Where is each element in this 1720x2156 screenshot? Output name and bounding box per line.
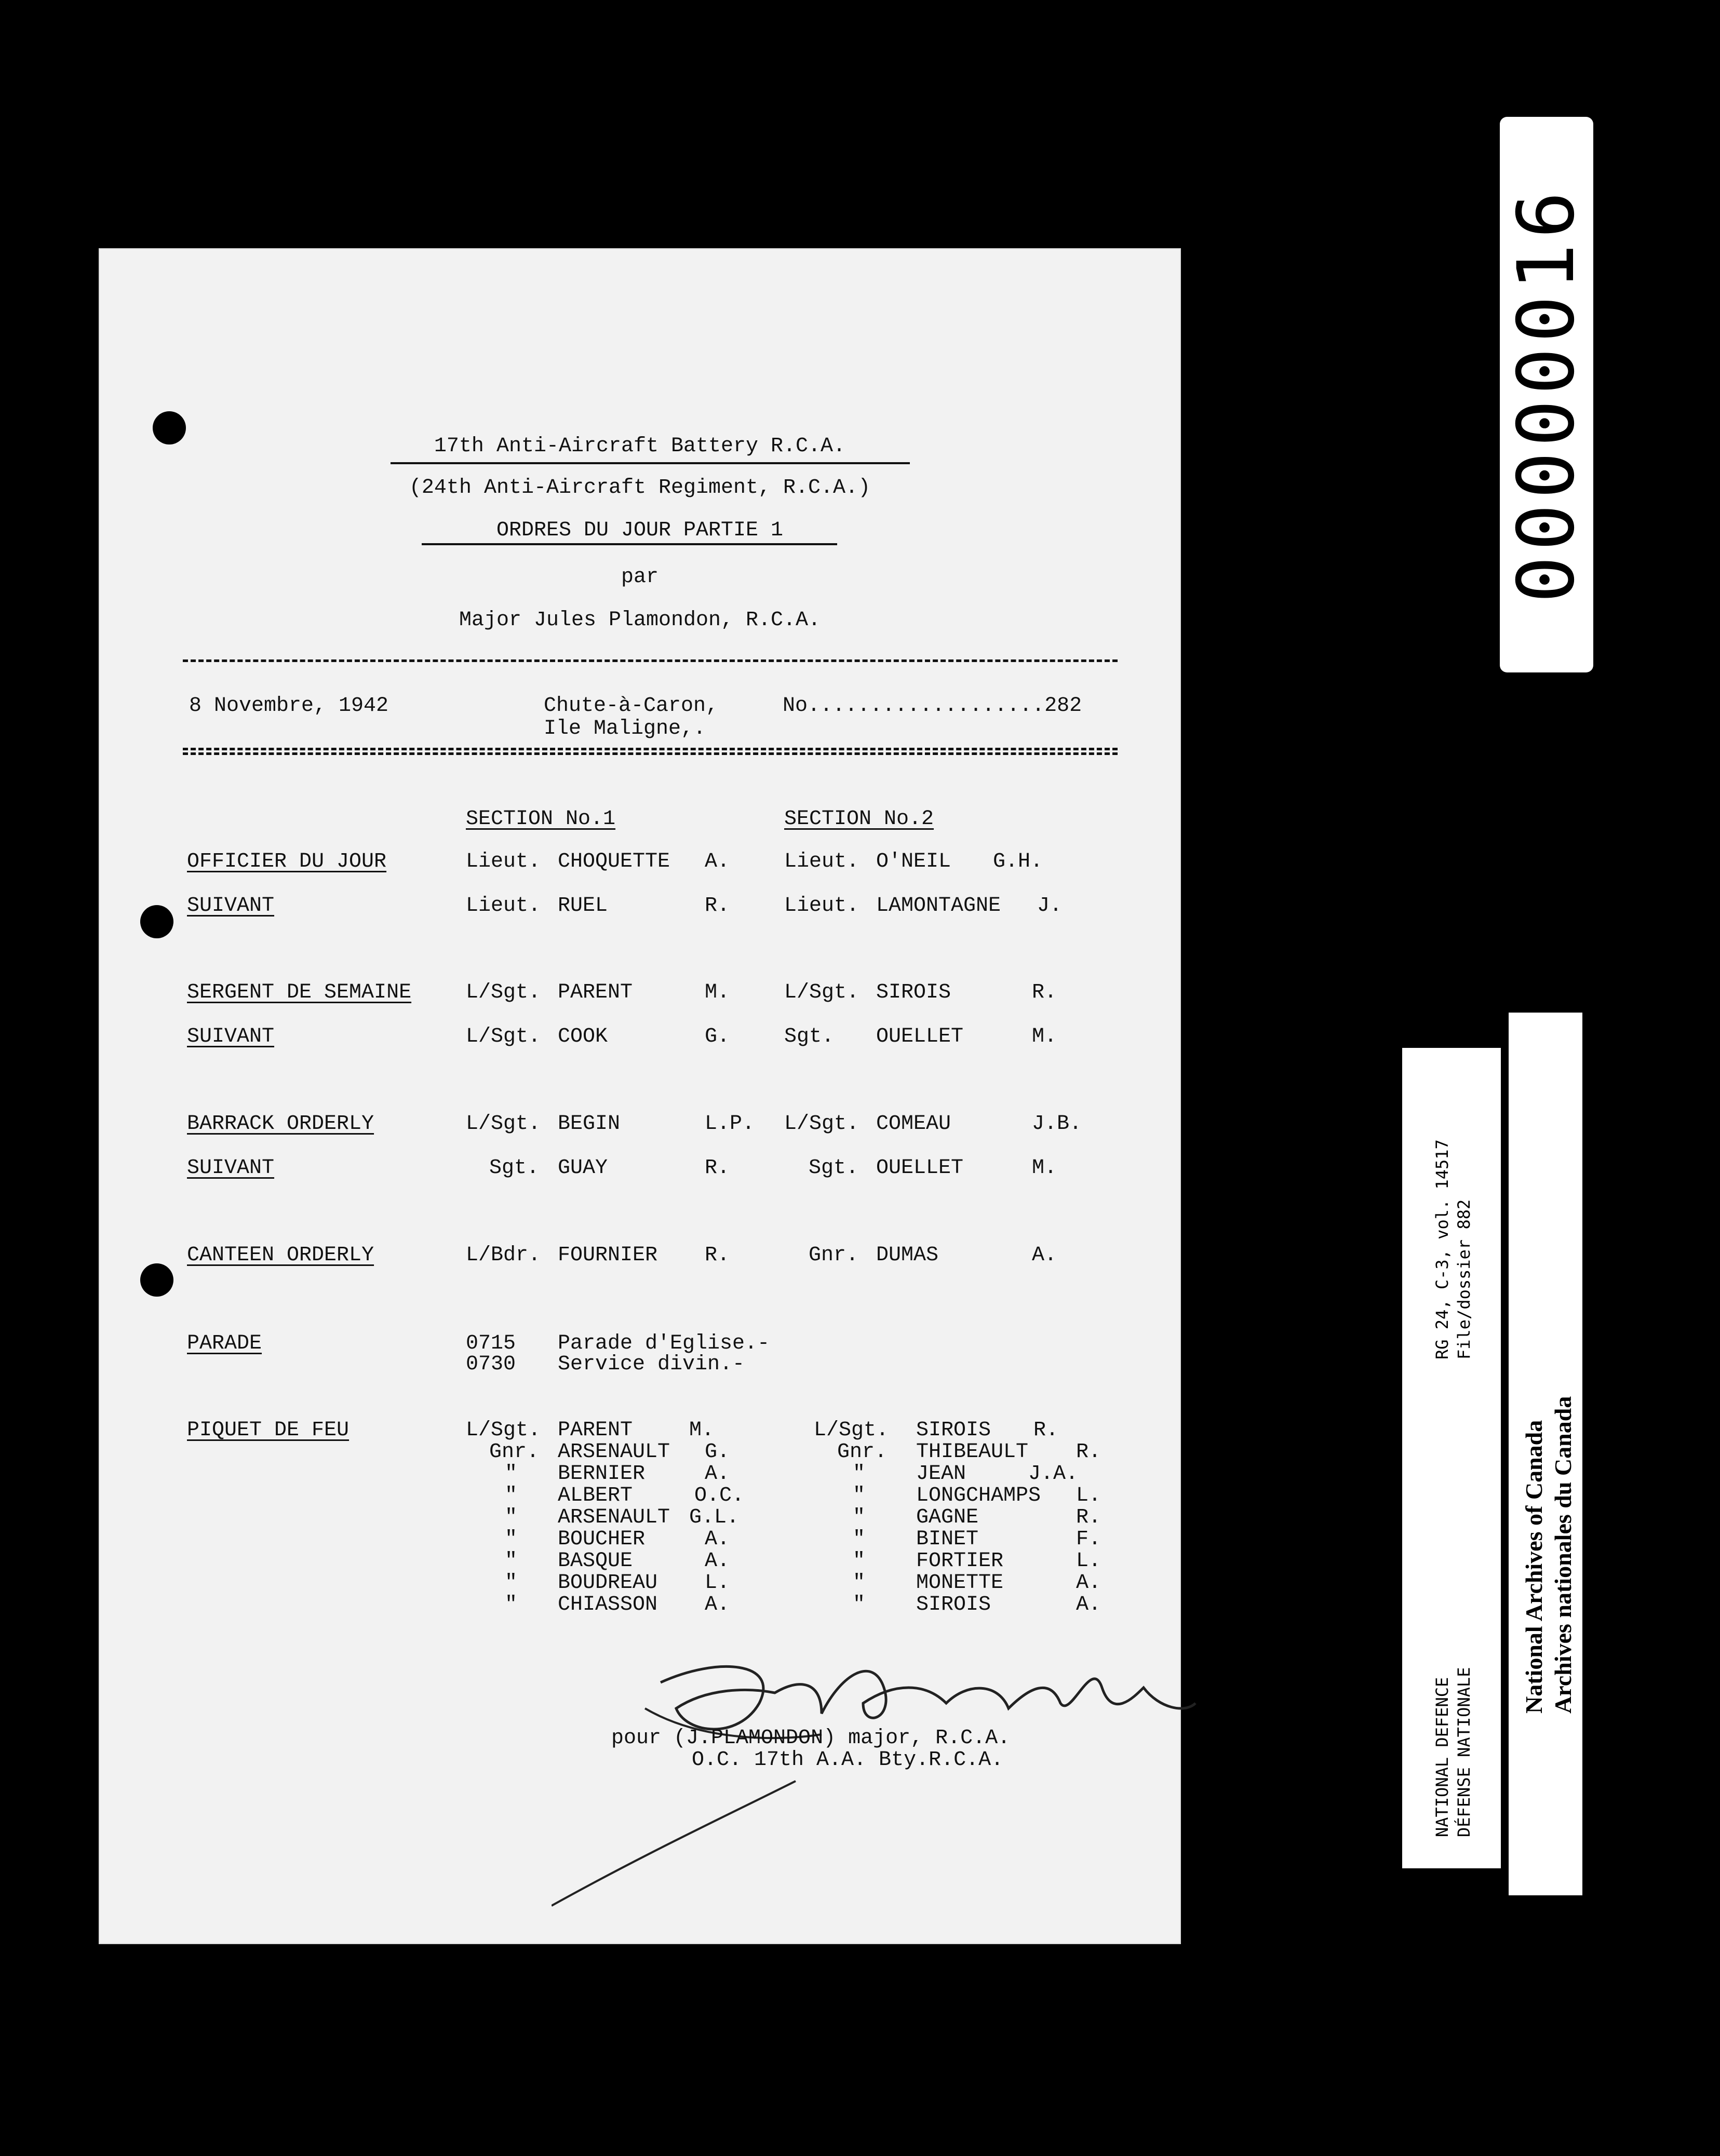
rank-1: Gnr.: [489, 1440, 540, 1464]
rank-2: Sgt.: [809, 1156, 859, 1180]
dashed-separator: [183, 659, 1118, 662]
punch-hole-middle: [140, 905, 173, 938]
initials-2: R.: [1032, 981, 1057, 1004]
rank-2: ": [853, 1506, 866, 1529]
name-1: BOUCHER: [558, 1528, 646, 1551]
initials-1: L.P.: [705, 1112, 755, 1136]
initials-1: A.: [705, 1462, 730, 1486]
duty-label: SUIVANT: [187, 894, 275, 918]
duty-label: SUIVANT: [187, 1156, 275, 1180]
rank-1: ": [505, 1549, 518, 1573]
initials-1: A.: [705, 1549, 730, 1573]
initials-2: R.: [1076, 1506, 1101, 1529]
initials-1: G.: [705, 1025, 730, 1048]
rank-1: L/Sgt.: [466, 981, 541, 1004]
name-1: BERNIER: [558, 1462, 646, 1486]
rank-1: ": [505, 1593, 518, 1616]
initials-2: L.: [1076, 1484, 1101, 1507]
rank-2: Gnr.: [809, 1244, 859, 1267]
name-2: LAMONTAGNE: [876, 894, 1001, 918]
parade-desc: Parade d'Eglise.-: [558, 1332, 770, 1355]
initials-2: R.: [1033, 1419, 1059, 1442]
rank-2: ": [853, 1549, 866, 1573]
name-2: SIROIS: [876, 981, 951, 1004]
name-1: CHIASSON: [558, 1593, 658, 1616]
name-1: BOUDREAU: [558, 1571, 658, 1595]
rank-2: Lieut.: [784, 850, 859, 873]
orders-title: ORDRES DU JOUR PARTIE 1: [496, 519, 784, 542]
name-2: DUMAS: [876, 1244, 939, 1267]
initials-1: R.: [705, 1244, 730, 1267]
order-date: 8 Novembre, 1942: [189, 694, 389, 718]
document-page: [99, 248, 1181, 1944]
name-1: PARENT: [558, 981, 633, 1004]
rank-1: ": [505, 1528, 518, 1551]
battery-title-underline: [391, 462, 910, 464]
regiment-title: (24th Anti-Aircraft Regiment, R.C.A.): [409, 476, 871, 500]
initials-1: G.: [705, 1440, 730, 1464]
duty-label: BARRACK ORDERLY: [187, 1112, 374, 1136]
dept-line-2: DÉFENSE NATIONALE: [1454, 1667, 1474, 1837]
archive-reference-label: [1402, 1048, 1501, 1868]
name-1: CHOQUETTE: [558, 850, 670, 873]
rank-1: ": [505, 1462, 518, 1486]
dept-line-1: NATIONAL DEFENCE: [1432, 1677, 1452, 1837]
rank-1: ": [505, 1571, 518, 1595]
signature-line-1: pour (J.PLAMONDON) major, R.C.A.: [611, 1727, 1011, 1750]
initials-2: R.: [1076, 1440, 1101, 1464]
parade-desc: Service divin.-: [558, 1353, 745, 1376]
initials-1: O.C.: [694, 1484, 745, 1507]
name-1: RUEL: [558, 894, 608, 918]
rank-2: L/Sgt.: [814, 1419, 889, 1442]
initials-2: J.B.: [1032, 1112, 1082, 1136]
rank-2: L/Sgt.: [784, 1112, 859, 1136]
rank-1: L/Sgt.: [466, 1112, 541, 1136]
rank-1: ": [505, 1484, 518, 1507]
piquet-label: PIQUET DE FEU: [187, 1419, 350, 1442]
name-1: GUAY: [558, 1156, 608, 1180]
rank-1: L/Bdr.: [466, 1244, 541, 1267]
name-2: LONGCHAMPS: [916, 1484, 1041, 1507]
rank-2: Sgt.: [784, 1025, 835, 1048]
parade-time: 0715: [466, 1332, 516, 1355]
name-2: SIROIS: [916, 1593, 991, 1616]
order-place-line2: Ile Maligne,.: [544, 717, 706, 740]
battery-title: 17th Anti-Aircraft Battery R.C.A.: [434, 435, 846, 458]
rank-2: ": [853, 1462, 866, 1486]
initials-2: M.: [1032, 1025, 1057, 1048]
initials-2: A.: [1032, 1244, 1057, 1267]
double-dashed-separator: [183, 748, 1118, 755]
rank-1: ": [505, 1506, 518, 1529]
nac-english: National Archives of Canada: [1521, 1420, 1547, 1714]
name-1: BASQUE: [558, 1549, 633, 1573]
section-2-header: SECTION No.2: [784, 807, 934, 831]
reference-line-1: RG 24, C-3, vol. 14517: [1432, 1139, 1452, 1359]
duty-label: OFFICIER DU JOUR: [187, 850, 387, 873]
name-2: SIROIS: [916, 1419, 991, 1442]
duty-label: SERGENT DE SEMAINE: [187, 981, 412, 1004]
name-2: O'NEIL: [876, 850, 951, 873]
rank-2: L/Sgt.: [784, 981, 859, 1004]
punch-hole-bottom: [140, 1263, 173, 1297]
initials-2: J.: [1037, 894, 1063, 918]
rank-1: L/Sgt.: [466, 1025, 541, 1048]
national-archives-label: [1509, 1013, 1582, 1895]
initials-2: J.A.: [1028, 1462, 1079, 1486]
order-number: No...................282: [783, 694, 1082, 718]
rank-2: ": [853, 1528, 866, 1551]
initials-1: R.: [705, 1156, 730, 1180]
initials-2: A.: [1076, 1571, 1101, 1595]
initials-1: A.: [705, 850, 730, 873]
name-1: PARENT: [558, 1419, 633, 1442]
name-2: FORTIER: [916, 1549, 1004, 1573]
initials-1: G.L.: [689, 1506, 740, 1529]
archive-frame-number: 00000016: [1500, 117, 1593, 672]
rank-2: Gnr.: [837, 1440, 888, 1464]
initials-1: M.: [689, 1419, 715, 1442]
rank-2: ": [853, 1571, 866, 1595]
name-1: FOURNIER: [558, 1244, 658, 1267]
name-1: ALBERT: [558, 1484, 633, 1507]
name-2: OUELLET: [876, 1025, 964, 1048]
initials-2: G.H.: [993, 850, 1043, 873]
initials-1: A.: [705, 1593, 730, 1616]
commander-line: Major Jules Plamondon, R.C.A.: [459, 609, 821, 632]
section-1-header: SECTION No.1: [466, 807, 616, 831]
nac-french: Archives nationales du Canada: [1550, 1396, 1576, 1714]
name-2: GAGNE: [916, 1506, 979, 1529]
rank-2: ": [853, 1593, 866, 1616]
rank-1: Sgt.: [489, 1156, 540, 1180]
rank-1: L/Sgt.: [466, 1419, 541, 1442]
rank-1: Lieut.: [466, 850, 541, 873]
rank-2: Lieut.: [784, 894, 859, 918]
name-2: OUELLET: [876, 1156, 964, 1180]
name-2: JEAN: [916, 1462, 966, 1486]
name-1: COOK: [558, 1025, 608, 1048]
rank-1: Lieut.: [466, 894, 541, 918]
name-2: MONETTE: [916, 1571, 1004, 1595]
name-2: THIBEAULT: [916, 1440, 1029, 1464]
initials-2: F.: [1076, 1528, 1101, 1551]
reference-line-2: File/dossier 882: [1454, 1199, 1474, 1359]
parade-label: PARADE: [187, 1332, 262, 1355]
name-1: ARSENAULT: [558, 1440, 670, 1464]
par-line: par: [621, 565, 659, 589]
name-1: ARSENAULT: [558, 1506, 670, 1529]
initials-2: A.: [1076, 1593, 1101, 1616]
orders-title-underline: [422, 543, 837, 545]
rank-2: ": [853, 1484, 866, 1507]
initials-1: A.: [705, 1528, 730, 1551]
initials-1: R.: [705, 894, 730, 918]
initials-1: M.: [705, 981, 730, 1004]
initials-2: M.: [1032, 1156, 1057, 1180]
initials-1: L.: [705, 1571, 730, 1595]
duty-label: CANTEEN ORDERLY: [187, 1244, 374, 1267]
name-1: BEGIN: [558, 1112, 621, 1136]
duty-label: SUIVANT: [187, 1025, 275, 1048]
order-place-line1: Chute-à-Caron,: [544, 694, 719, 718]
signature-line-2: O.C. 17th A.A. Bty.R.C.A.: [692, 1748, 1004, 1772]
name-2: COMEAU: [876, 1112, 951, 1136]
name-2: BINET: [916, 1528, 979, 1551]
initials-2: L.: [1076, 1549, 1101, 1573]
parade-time: 0730: [466, 1353, 516, 1376]
